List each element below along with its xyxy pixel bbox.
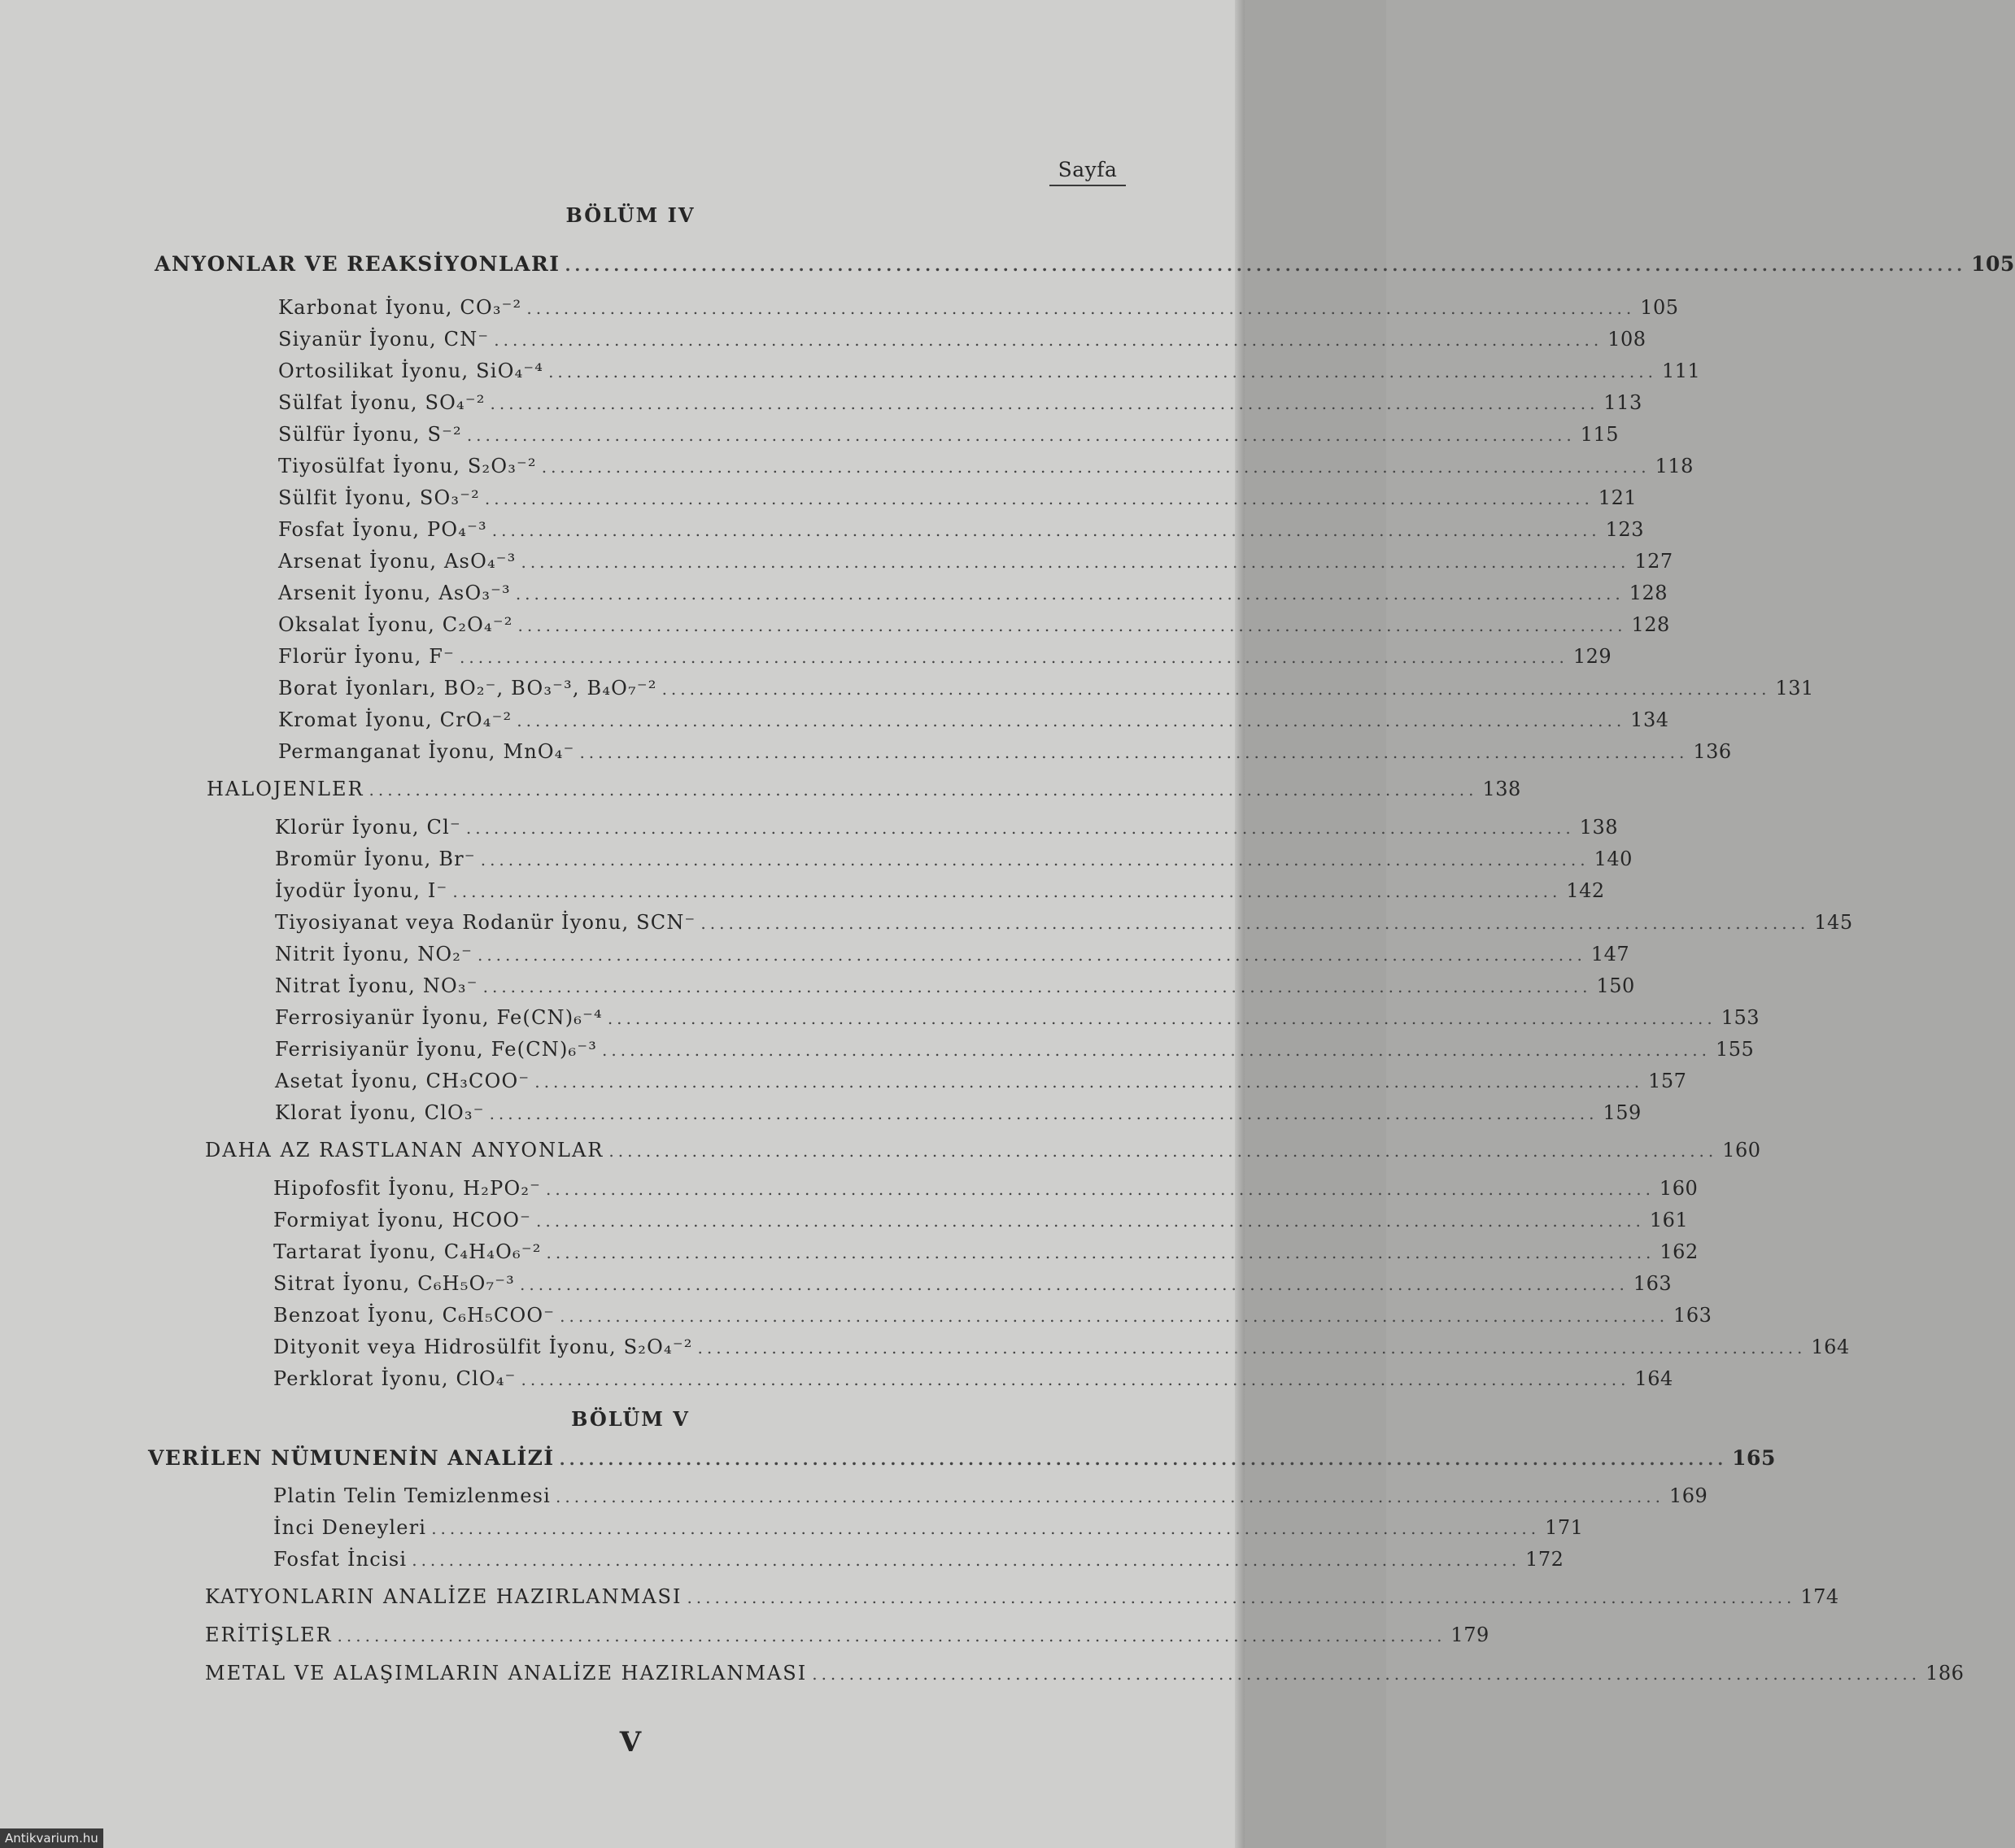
toc-entry-title: Tiyosiyanat veya Rodanür İyonu, SCN⁻ <box>275 911 696 934</box>
toc-section <box>205 1662 1965 1685</box>
toc-entry-title: Hipofosfit İyonu, H₂PO₂⁻ <box>273 1177 542 1200</box>
toc-entry <box>278 518 1644 541</box>
toc-entry <box>275 974 1635 997</box>
toc-page-number: 162 <box>1660 1240 1699 1263</box>
leader-dots: ........................................................................................................................ <box>661 679 1771 699</box>
leader-dots: ........................................................................................................................ <box>579 743 1689 762</box>
toc-page-number: 128 <box>1629 582 1668 604</box>
toc-page-number: 163 <box>1673 1304 1712 1327</box>
leader-dots: ........................................................................................................................ <box>548 362 1657 381</box>
toc-entry <box>275 1006 1760 1029</box>
toc-page-number: 179 <box>1450 1624 1489 1646</box>
toc-entry-title: Nitrat İyonu, NO₃⁻ <box>275 974 478 997</box>
toc-page-number: 105 <box>1640 296 1679 319</box>
toc-entry-title: METAL VE ALAŞIMLARIN ANALİZE HAZIRLANMASI <box>205 1662 808 1685</box>
toc-entry-title: Sülfit İyonu, SO₃⁻² <box>278 486 480 509</box>
toc-page-number: 118 <box>1655 455 1694 477</box>
toc-page-number: 131 <box>1775 677 1814 700</box>
toc-entry <box>273 1336 1850 1358</box>
toc-page-number: 160 <box>1722 1139 1761 1162</box>
toc-entry-title: Ferrisiyanür İyonu, Fe(CN)₆⁻³ <box>275 1038 598 1061</box>
toc-entry-title: Arsenit İyonu, AsO₃⁻³ <box>278 582 511 604</box>
page-folio: V <box>619 1726 642 1759</box>
toc-page-number: 174 <box>1800 1585 1839 1608</box>
toc-entry-title: Asetat İyonu, CH₃COO⁻ <box>275 1070 530 1092</box>
toc-page-number: 155 <box>1715 1038 1755 1061</box>
toc-entry-title: Sülfat İyonu, SO₄⁻² <box>278 391 486 414</box>
leader-dots: ........................................................................................................................ <box>546 1179 1655 1199</box>
toc-entry-title: Platin Telin Temizlenmesi <box>273 1484 552 1507</box>
leader-dots: ........................................................................................................................ <box>480 850 1590 870</box>
leader-dots: ........................................................................................................................ <box>607 1009 1716 1028</box>
toc-entry-title: Permanganat İyonu, MnO₄⁻ <box>278 740 575 763</box>
toc-page-number: 159 <box>1603 1101 1642 1124</box>
chapter-heading-iv: BÖLÜM IV <box>565 203 696 227</box>
toc-entry-title: Ferrosiyanür İyonu, Fe(CN)₆⁻⁴ <box>275 1006 603 1029</box>
toc-entry-title: Kromat İyonu, CrO₄⁻² <box>278 708 512 731</box>
leader-dots: ........................................................................................................................ <box>700 913 1810 933</box>
leader-dots: ........................................................................................................................ <box>369 780 1478 800</box>
toc-page-number: 127 <box>1634 550 1673 573</box>
toc-entry <box>278 296 1679 319</box>
toc-entry <box>273 1304 1712 1327</box>
toc-entry-title: Benzoat İyonu, C₆H₅COO⁻ <box>273 1304 556 1327</box>
leader-dots: ........................................................................................................................ <box>491 521 1601 540</box>
toc-entry-title: HALOJENLER <box>207 778 364 800</box>
toc-entry-title: DAHA AZ RASTLANAN ANYONLAR <box>205 1139 604 1162</box>
toc-section <box>207 778 1521 800</box>
leader-dots: ........................................................................................................................ <box>452 882 1562 901</box>
toc-entry-title: Karbonat İyonu, CO₃⁻² <box>278 296 522 319</box>
toc-page-number: 108 <box>1607 328 1646 351</box>
toc-entry-title: Borat İyonları, BO₂⁻, BO₃⁻³, B₄O₇⁻² <box>278 677 657 700</box>
leader-dots: ........................................................................................................................ <box>517 711 1626 730</box>
leader-dots: ........................................................................................................................ <box>546 1243 1655 1262</box>
leader-dots: ........................................................................................................................ <box>484 489 1594 508</box>
leader-dots: ........................................................................................................................ <box>697 1338 1807 1358</box>
leader-dots: ........................................................................................................................ <box>602 1040 1711 1060</box>
leader-dots: ........................................................................................................................ <box>482 977 1592 996</box>
leader-dots: ........................................................................................................................ <box>534 1072 1644 1092</box>
toc-entry <box>275 911 1853 934</box>
toc-page-number: 140 <box>1594 848 1633 870</box>
toc-page-number: 153 <box>1721 1006 1760 1029</box>
toc-entry-title: Perklorat İyonu, ClO₄⁻ <box>273 1367 517 1390</box>
leader-dots: ........................................................................................................................ <box>541 457 1651 477</box>
toc-entry <box>278 645 1612 668</box>
leader-dots: ........................................................................................................................ <box>517 616 1627 635</box>
leader-dots: ........................................................................................................................ <box>560 1306 1669 1326</box>
toc-page-number: 163 <box>1633 1272 1673 1295</box>
toc-entry-title: Fosfat İyonu, PO₄⁻³ <box>278 518 487 541</box>
chapter-heading-v: BÖLÜM V <box>571 1407 690 1431</box>
toc-page-number: 147 <box>1590 943 1630 965</box>
toc-entry-title: İyodür İyonu, I⁻ <box>275 879 448 902</box>
toc-entry-title: Sülfür İyonu, S⁻² <box>278 423 462 446</box>
toc-entry-title: Formiyat İyonu, HCOO⁻ <box>273 1209 532 1231</box>
toc-page-number: 169 <box>1668 1484 1708 1507</box>
toc-entry <box>278 423 1620 446</box>
toc-entry-title: Dityonit veya Hidrosülfit İyonu, S₂O₄⁻² <box>273 1336 693 1358</box>
toc-page-number: 113 <box>1603 391 1642 414</box>
toc-entry-title: Klorat İyonu, ClO₃⁻ <box>275 1101 485 1124</box>
toc-entry <box>278 391 1642 414</box>
toc-entry <box>273 1272 1673 1295</box>
leader-dots: ........................................................................................................................ <box>559 1449 1728 1469</box>
toc-entry <box>273 1240 1699 1263</box>
toc-entry-title: Bromür İyonu, Br⁻ <box>275 848 476 870</box>
toc-entry <box>273 1209 1689 1231</box>
toc-entry-title: Nitrit İyonu, NO₂⁻ <box>275 943 473 965</box>
toc-entry <box>275 879 1605 902</box>
toc-entry <box>273 1177 1699 1200</box>
toc-page-number: 111 <box>1661 360 1701 382</box>
toc-entry <box>278 550 1673 573</box>
toc-entry-title: Oksalat İyonu, C₂O₄⁻² <box>278 613 513 636</box>
leader-dots: ........................................................................................................................ <box>490 394 1599 413</box>
leader-dots: ........................................................................................................................ <box>521 1370 1630 1389</box>
leader-dots: ........................................................................................................................ <box>536 1211 1645 1231</box>
toc-entry <box>278 708 1669 731</box>
leader-dots: ........................................................................................................................ <box>460 647 1568 667</box>
toc-page-number: 160 <box>1659 1177 1699 1200</box>
leader-dots: ........................................................................................................................ <box>431 1519 1541 1538</box>
toc-entry <box>278 740 1732 763</box>
leader-dots: ........................................................................................................................ <box>466 425 1576 445</box>
page-column-header: Sayfa <box>1049 158 1126 186</box>
leader-dots: ................................................................................................................................................ <box>565 255 1967 275</box>
toc-section <box>205 1139 1761 1162</box>
toc-page-number: 145 <box>1814 911 1853 934</box>
toc-entry-title: İnci Deneyleri <box>273 1516 427 1539</box>
toc-page-number: 150 <box>1596 974 1635 997</box>
leader-dots: ........................................................................................................................ <box>520 1275 1629 1294</box>
toc-entry-title: Klorür İyonu, Cl⁻ <box>275 816 461 839</box>
toc-entry <box>275 1101 1642 1124</box>
toc-entry-title: Siyanür İyonu, CN⁻ <box>278 328 490 351</box>
toc-entry <box>275 943 1630 965</box>
toc-page-number: 138 <box>1579 816 1619 839</box>
leader-dots: ........................................................................................................................ <box>521 552 1630 572</box>
toc-entry-title: ANYONLAR VE REAKSİYONLARI <box>155 252 560 276</box>
toc-page-number: 129 <box>1572 645 1612 668</box>
toc-page-number: 171 <box>1545 1516 1584 1539</box>
toc-entry <box>273 1516 1584 1539</box>
toc-page-number: 134 <box>1630 708 1669 731</box>
toc-entry-title: VERİLEN NÜMUNENİN ANALİZİ <box>148 1446 555 1470</box>
toc-page-number: 121 <box>1598 486 1638 509</box>
toc-entry-title: Florür İyonu, F⁻ <box>278 645 455 668</box>
toc-entry <box>275 848 1633 870</box>
leader-dots: ........................................................................................................................ <box>687 1588 1796 1607</box>
toc-page-number: 186 <box>1926 1662 1965 1685</box>
leader-dots: ........................................................................................................................ <box>494 330 1603 350</box>
toc-page-number: 142 <box>1566 879 1605 902</box>
leader-dots: ........................................................................................................................ <box>337 1626 1446 1645</box>
watermark: Antikvarium.hu <box>0 1828 103 1848</box>
toc-page-number: 164 <box>1811 1336 1850 1358</box>
toc-entry-title: Tiyosülfat İyonu, S₂O₃⁻² <box>278 455 537 477</box>
toc-entry-title: Sitrat İyonu, C₆H₅O₇⁻³ <box>273 1272 515 1295</box>
leader-dots: ........................................................................................................................ <box>608 1141 1718 1161</box>
toc-entry <box>273 1548 1564 1571</box>
leader-dots: ........................................................................................................................ <box>556 1487 1664 1506</box>
toc-entry <box>278 486 1638 509</box>
toc-page-number: 138 <box>1482 778 1521 800</box>
toc-page-number: 105 <box>1971 252 2015 276</box>
toc-page-number: 128 <box>1631 613 1670 636</box>
toc-entry <box>275 1038 1755 1061</box>
leader-dots: ........................................................................................................................ <box>526 299 1636 318</box>
toc-entry-title: Ortosilikat İyonu, SiO₄⁻⁴ <box>278 360 544 382</box>
leader-dots: ........................................................................................................................ <box>477 945 1586 965</box>
toc-page-number: 115 <box>1580 423 1620 446</box>
toc-page-number: 161 <box>1649 1209 1689 1231</box>
toc-section <box>205 1624 1489 1646</box>
toc-page-number: 172 <box>1525 1548 1564 1571</box>
toc-entry <box>278 582 1668 604</box>
toc-entry-title: KATYONLARIN ANALİZE HAZIRLANMASI <box>205 1585 683 1608</box>
leader-dots: ........................................................................................................................ <box>812 1664 1921 1684</box>
toc-entry <box>273 1484 1708 1507</box>
toc-entry-title: Arsenat İyonu, AsO₄⁻³ <box>278 550 517 573</box>
toc-page-number: 123 <box>1605 518 1644 541</box>
toc-entry <box>275 816 1619 839</box>
toc-entry <box>278 455 1694 477</box>
toc-page-number: 157 <box>1648 1070 1687 1092</box>
toc-entry <box>278 328 1646 351</box>
leader-dots: ........................................................................................................................ <box>489 1104 1598 1123</box>
leader-dots: ........................................................................................................................ <box>465 818 1575 838</box>
toc-section <box>205 1585 1839 1608</box>
toc-entry-title: Fosfat İncisi <box>273 1548 408 1571</box>
leader-dots: ........................................................................................................................ <box>412 1550 1521 1570</box>
toc-entry-main <box>155 252 2015 276</box>
leader-dots: ........................................................................................................................ <box>515 584 1625 604</box>
toc-entry-title: ERİTİŞLER <box>205 1624 333 1646</box>
toc-entry-main <box>148 1446 1776 1470</box>
toc-entry <box>275 1070 1687 1092</box>
toc-entry <box>278 613 1670 636</box>
toc-page-number: 136 <box>1693 740 1732 763</box>
toc-entry <box>278 677 1814 700</box>
toc-entry <box>273 1367 1673 1390</box>
toc-page-number: 165 <box>1732 1446 1776 1470</box>
toc-entry-title: Tartarat İyonu, C₄H₄O₆⁻² <box>273 1240 542 1263</box>
toc-entry <box>278 360 1701 382</box>
toc-page-number: 164 <box>1634 1367 1673 1390</box>
